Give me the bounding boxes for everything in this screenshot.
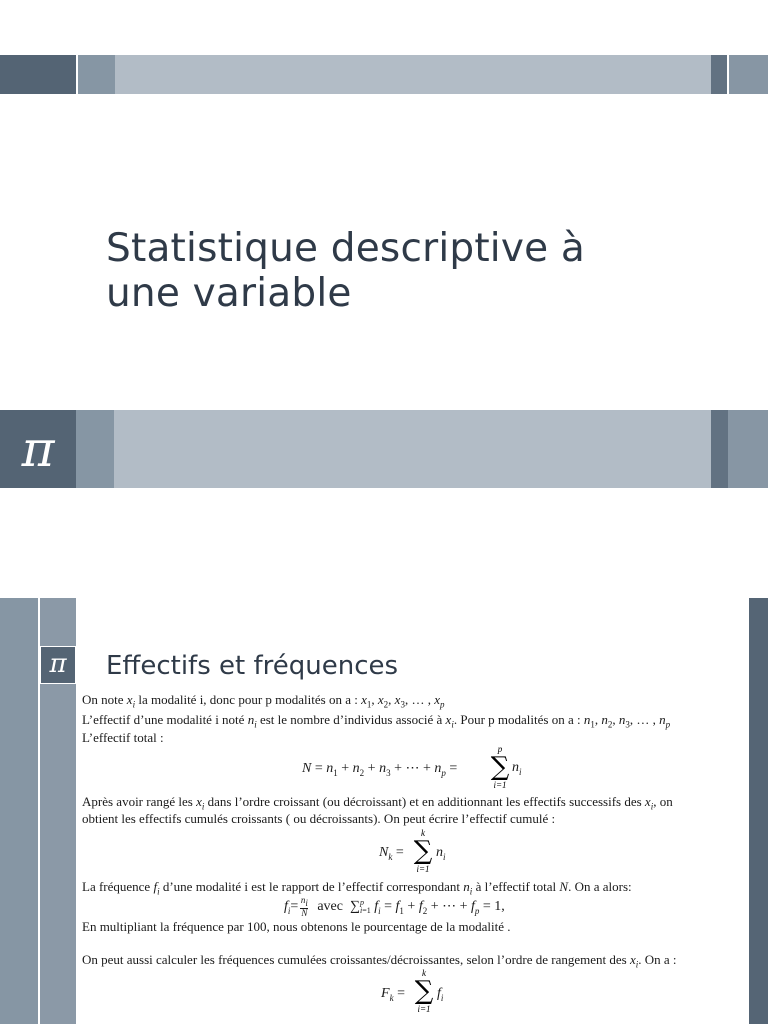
equation-cumulative-term: $n_i$: [436, 845, 446, 862]
pi-logo-icon: π: [21, 420, 55, 478]
text-fragment: avec: [317, 899, 343, 915]
text-fragment: . Pour p modalités on a :: [453, 712, 584, 727]
text-fragment: d’une modalité i est le rapport de l’effectif correspondant: [159, 879, 464, 894]
text-line-2: L’effectif d’une modalité i noté $n_i$ est le nombre d’individus associé à $x_i$. Pour p modalités on a : $n_1$, $n_2$, $n_3$, … , $n_p$: [82, 712, 671, 730]
text-line-5: obtient les effectifs cumulés croissants ( ou décroissants). On peut écrire l’effectif cumulé :: [82, 811, 556, 826]
top-band-mid: [78, 55, 115, 94]
equation-cumulative-frequency-term: $f_i$: [437, 986, 444, 1003]
pi-small-icon: π: [49, 649, 67, 679]
text-fragment: L’effectif d’une modalité i noté: [82, 712, 248, 727]
text-fragment: est le nombre d’individus associé à: [256, 712, 446, 727]
middle-band-mid: [76, 410, 114, 488]
slide-title-line1: Statistique descriptive à: [106, 226, 586, 271]
equation-frequency: $f_i= \frac{n_i}{N}$ avec ∑p i=1 $f_i = f_1 + f_2$ + ⋯ + $f_p = 1$,: [284, 895, 505, 918]
text-fragment: , on: [653, 794, 673, 809]
text-fragment: On note: [82, 692, 127, 707]
text-fragment: On peut aussi calculer les fréquences cumulées croissantes/décroissantes, selon l’ordre de rangement des: [82, 952, 630, 967]
slide2-left-band: [0, 598, 38, 1024]
sum-symbol-2: k ∑ i=1: [413, 828, 433, 874]
equation-total: $N = n_1 + n_2 + n_3$ + ⋯ + $n_p$ =: [302, 761, 458, 778]
top-band-light: [115, 55, 711, 94]
text-line-8: En multipliant la fréquence par 100, nous obtenons le pourcentage de la modalité .: [82, 919, 511, 934]
text-line-9: On peut aussi calculer les fréquences cumulées croissantes/décroissantes, selon l’ordre de rangement des $x_i$. On a :: [82, 952, 677, 970]
text-line-4: Après avoir rangé les $x_i$ dans l’ordre croissant (ou décroissant) et en additionnant les effectifs successifs des $x_i$, on: [82, 794, 673, 812]
text-line-3: L’effectif total :: [82, 730, 164, 745]
slide2-title: Effectifs et fréquences: [106, 651, 399, 681]
equation-total-term: $n_i$: [512, 760, 522, 777]
middle-band-light: [114, 410, 711, 488]
top-band-end: [729, 55, 768, 94]
text-fragment: à l’effectif total: [472, 879, 560, 894]
top-band-dark: [0, 55, 76, 94]
sum-symbol-3: k ∑ i=1: [414, 968, 434, 1014]
text-line-1: On note $x_i$ la modalité i, donc pour p modalités on a : $x_1$, $x_2$, $x_3$, … , $x_p$: [82, 692, 445, 710]
top-band-accent: [711, 55, 727, 94]
equation-cumulative-frequency: $F_k$ =: [381, 986, 405, 1003]
slide2-right-band: [749, 598, 768, 1024]
text-fragment: La fréquence: [82, 879, 154, 894]
equation-cumulative: $N_k$ =: [379, 845, 404, 862]
middle-band-end: [728, 410, 768, 488]
text-fragment: . On a :: [638, 952, 677, 967]
sum-symbol-1: p ∑ i=1: [490, 744, 510, 790]
text-fragment: la modalité i, donc pour p modalités on a :: [135, 692, 362, 707]
text-fragment: . On a alors:: [568, 879, 632, 894]
text-fragment: Après avoir rangé les: [82, 794, 197, 809]
text-line-6: La fréquence $f_i$ d’une modalité i est le rapport de l’effectif correspondant $n_i$ à l’effectif total N. On a alors:: [82, 879, 632, 897]
middle-band-accent: [711, 410, 728, 488]
text-fragment: dans l’ordre croissant (ou décroissant) et en additionnant les effectifs successifs des: [204, 794, 645, 809]
slide-title: [106, 226, 666, 316]
slide-title-line2: une variable: [106, 271, 352, 316]
